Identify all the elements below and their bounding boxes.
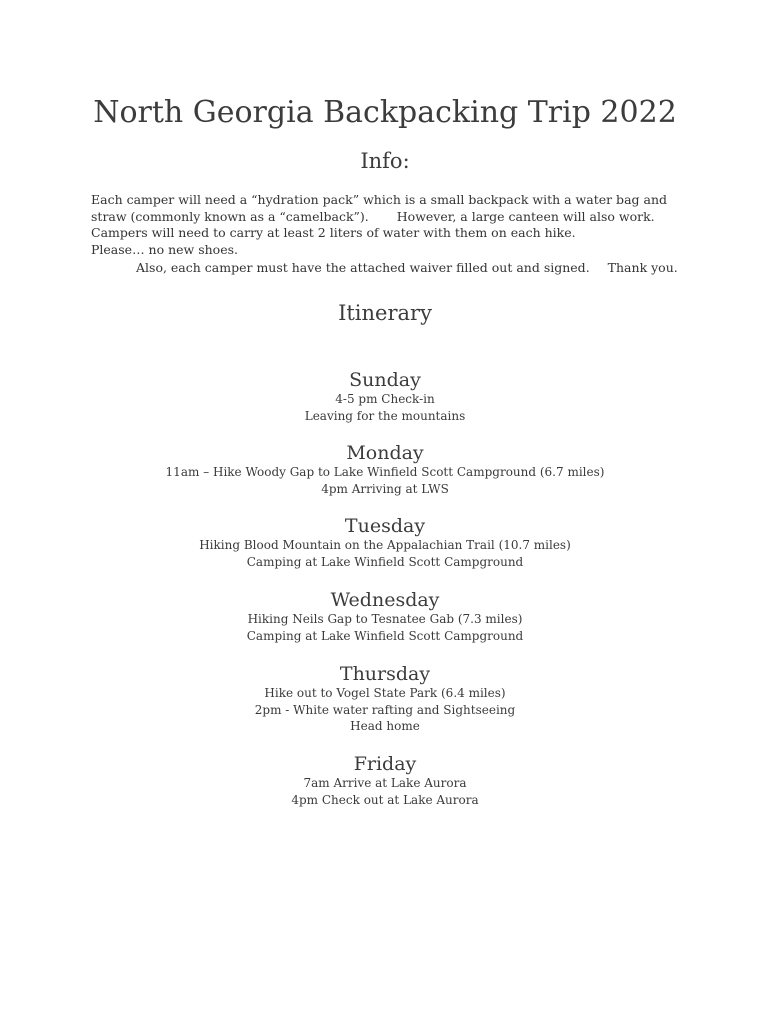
day-detail: 4pm Arriving at LWS [321, 481, 449, 496]
info-heading: Info: [360, 149, 410, 173]
info-line: Please… no new shoes. [91, 241, 238, 257]
day-detail: 4pm Check out at Lake Aurora [291, 792, 479, 807]
day-detail: Hike out to Vogel State Park (6.4 miles) [264, 686, 506, 700]
info-text: However, a large canteen will also work. [396, 208, 655, 224]
day-detail: Hiking Blood Mountain on the Appalachian Trail (10.7 miles) [199, 538, 571, 552]
day-detail: 2pm - White water rafting and Sightseeing [254, 702, 516, 717]
itinerary-heading: Itinerary [338, 301, 432, 325]
info-text: Thank you. [607, 260, 678, 275]
day-section-monday [0, 442, 770, 497]
info-text: straw (commonly known as a “camelback”). [91, 208, 369, 224]
day-heading: Monday [346, 442, 424, 464]
day-detail: Leaving for the mountains [304, 408, 466, 423]
day-detail: Head home [350, 719, 420, 733]
info-line [91, 209, 691, 226]
day-detail: Camping at Lake Winfield Scott Campground [246, 554, 524, 569]
info-line: Campers will need to carry at least 2 liters of water with them on each hike. [91, 225, 576, 240]
day-heading: Wednesday [330, 589, 440, 611]
day-detail: 11am – Hike Woody Gap to Lake Winfield Scott Campground (6.7 miles) [165, 465, 605, 479]
info-line: Each camper will need a “hydration pack” which is a small backpack with a water bag and [91, 192, 667, 207]
day-heading: Tuesday [344, 515, 426, 537]
day-detail: Hiking Neils Gap to Tesnatee Gab (7.3 miles) [247, 612, 523, 626]
day-section-sunday [0, 369, 770, 424]
day-detail: Camping at Lake Winfield Scott Campground [246, 628, 524, 643]
day-heading: Friday [353, 753, 417, 775]
day-section-friday [0, 753, 770, 808]
document-title: North Georgia Backpacking Trip 2022 [93, 95, 677, 130]
info-paragraph [91, 192, 691, 277]
day-detail: 4-5 pm Check-in [335, 392, 435, 406]
day-section-tuesday [0, 515, 770, 570]
day-heading: Sunday [349, 369, 421, 391]
day-section-thursday [0, 663, 770, 735]
info-text: Also, each camper must have the attached waiver filled out and signed. [136, 260, 590, 275]
day-section-wednesday [0, 589, 770, 644]
day-detail: 7am Arrive at Lake Aurora [303, 776, 467, 790]
info-line [91, 260, 691, 277]
day-heading: Thursday [339, 663, 431, 685]
